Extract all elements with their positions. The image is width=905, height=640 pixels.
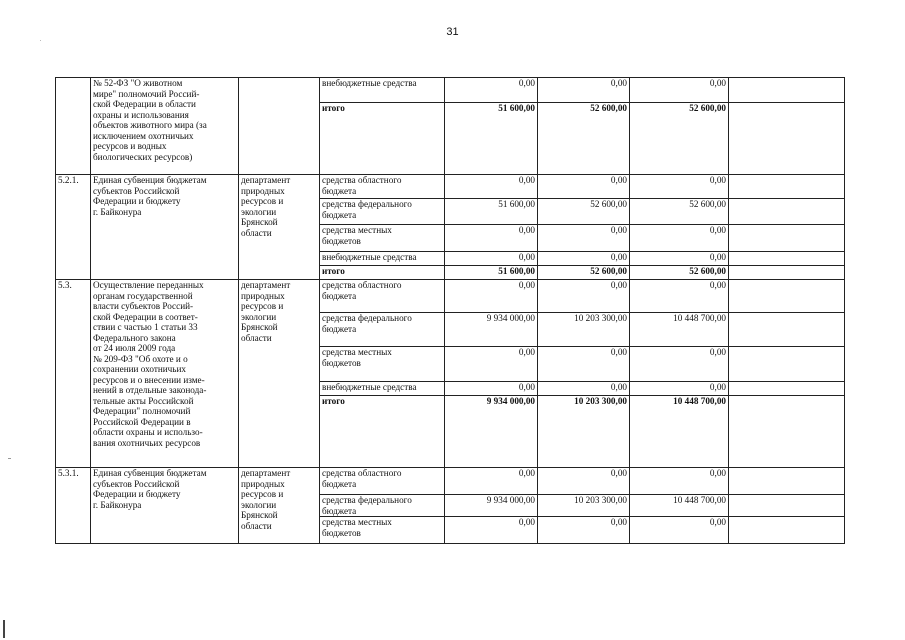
executor: департамент природных ресурсов и экологии Брянской области: [239, 468, 320, 544]
value-year-2: 10 203 300,00: [538, 396, 630, 468]
value-year-3: 52 600,00: [630, 103, 729, 175]
value-year-3: 10 448 700,00: [630, 495, 729, 517]
value-year-1: 0,00: [445, 280, 538, 313]
table-row: [56, 78, 845, 103]
value-year-2: 0,00: [538, 347, 630, 382]
value-year-1: 0,00: [445, 78, 538, 103]
value-year-1: 0,00: [445, 347, 538, 382]
value-year-3: 0,00: [630, 280, 729, 313]
value-year-1: 0,00: [445, 175, 538, 199]
empty-cell: [729, 313, 845, 347]
funding-source: средства местных бюджетов: [320, 517, 445, 544]
value-year-3: 0,00: [630, 252, 729, 266]
value-year-1: 0,00: [445, 517, 538, 544]
value-year-3: 0,00: [630, 382, 729, 396]
item-name: Единая субвенция бюджетам субъектов Российской Федерации и бюджету г. Байконура: [91, 175, 239, 280]
executor: департамент природных ресурсов и экологии Брянской области: [239, 280, 320, 468]
funding-source: внебюджетные средства: [320, 78, 445, 103]
empty-cell: [729, 225, 845, 252]
empty-cell: [729, 175, 845, 199]
executor: департамент природных ресурсов и экологии Брянской области: [239, 175, 320, 280]
funding-source: средства федерального бюджета: [320, 199, 445, 225]
funding-source: средства областного бюджета: [320, 175, 445, 199]
item-name: Осуществление переданных органам государственной власти субъектов Россий- ской Федерации в соответ- ствии с частью 1 статьи 33 Федерального закона от 24 июля 2009 года № 209-ФЗ "Об охоте и о сохранении охотничьих ресурсов и о внесении изме- нений в отдельные законода- тельные акты Российской Федерации" полномочий Российской Федерации в области охраны и использо- вания охотничьих ресурсов: [91, 280, 239, 468]
value-year-3: 0,00: [630, 517, 729, 544]
item-number: 5.2.1.: [56, 175, 91, 280]
value-year-2: 0,00: [538, 280, 630, 313]
value-year-2: 10 203 300,00: [538, 495, 630, 517]
value-year-1: 51 600,00: [445, 266, 538, 280]
empty-cell: [729, 396, 845, 468]
funding-source: средства федерального бюджета: [320, 313, 445, 347]
value-year-2: 52 600,00: [538, 266, 630, 280]
value-year-3: 10 448 700,00: [630, 396, 729, 468]
table-row: [56, 175, 845, 199]
empty-cell: [729, 517, 845, 544]
value-year-1: 9 934 000,00: [445, 313, 538, 347]
table-row: [56, 468, 845, 495]
value-year-3: 0,00: [630, 78, 729, 103]
scan-artifact: [8, 458, 11, 459]
scan-artifact: [40, 40, 41, 41]
empty-cell: [729, 103, 845, 175]
empty-cell: [729, 495, 845, 517]
funding-source: средства областного бюджета: [320, 468, 445, 495]
value-year-2: 52 600,00: [538, 103, 630, 175]
funding-source: внебюджетные средства: [320, 382, 445, 396]
page-number: 31: [446, 26, 459, 38]
empty-cell: [729, 347, 845, 382]
empty-cell: [729, 382, 845, 396]
funding-source: внебюджетные средства: [320, 252, 445, 266]
funding-source: итого: [320, 396, 445, 468]
empty-cell: [729, 199, 845, 225]
value-year-1: 0,00: [445, 382, 538, 396]
value-year-2: 0,00: [538, 78, 630, 103]
executor: [239, 78, 320, 175]
funding-source: итого: [320, 103, 445, 175]
value-year-1: 0,00: [445, 468, 538, 495]
item-name: Единая субвенция бюджетам субъектов Российской Федерации и бюджету г. Байконура: [91, 468, 239, 544]
value-year-2: 0,00: [538, 517, 630, 544]
item-name: № 52-ФЗ "О животном мире" полномочий Россий- ской Федерации в области охраны и использования объектов животного мира (за исключением охотничьих ресурсов и водных биологических ресурсов): [91, 78, 239, 175]
empty-cell: [729, 266, 845, 280]
value-year-2: 0,00: [538, 382, 630, 396]
scan-artifact: [3, 620, 5, 638]
value-year-3: 0,00: [630, 175, 729, 199]
empty-cell: [729, 468, 845, 495]
value-year-2: 0,00: [538, 468, 630, 495]
value-year-2: 10 203 300,00: [538, 313, 630, 347]
value-year-3: 0,00: [630, 225, 729, 252]
empty-cell: [729, 252, 845, 266]
value-year-1: 0,00: [445, 225, 538, 252]
empty-cell: [729, 280, 845, 313]
funding-source: средства федерального бюджета: [320, 495, 445, 517]
value-year-2: 52 600,00: [538, 199, 630, 225]
value-year-2: 0,00: [538, 252, 630, 266]
item-number: 5.3.: [56, 280, 91, 468]
funding-source: средства местных бюджетов: [320, 225, 445, 252]
empty-cell: [729, 78, 845, 103]
table-row: [56, 280, 845, 313]
value-year-3: 52 600,00: [630, 266, 729, 280]
value-year-2: 0,00: [538, 175, 630, 199]
budget-table: [55, 77, 845, 544]
funding-source: средства областного бюджета: [320, 280, 445, 313]
value-year-3: 0,00: [630, 468, 729, 495]
value-year-1: 51 600,00: [445, 103, 538, 175]
value-year-3: 10 448 700,00: [630, 313, 729, 347]
value-year-1: 0,00: [445, 252, 538, 266]
item-number: 5.3.1.: [56, 468, 91, 544]
value-year-3: 0,00: [630, 347, 729, 382]
value-year-3: 52 600,00: [630, 199, 729, 225]
funding-source: итого: [320, 266, 445, 280]
funding-source: средства местных бюджетов: [320, 347, 445, 382]
value-year-1: 51 600,00: [445, 199, 538, 225]
value-year-1: 9 934 000,00: [445, 495, 538, 517]
value-year-1: 9 934 000,00: [445, 396, 538, 468]
value-year-2: 0,00: [538, 225, 630, 252]
item-number: [56, 78, 91, 175]
